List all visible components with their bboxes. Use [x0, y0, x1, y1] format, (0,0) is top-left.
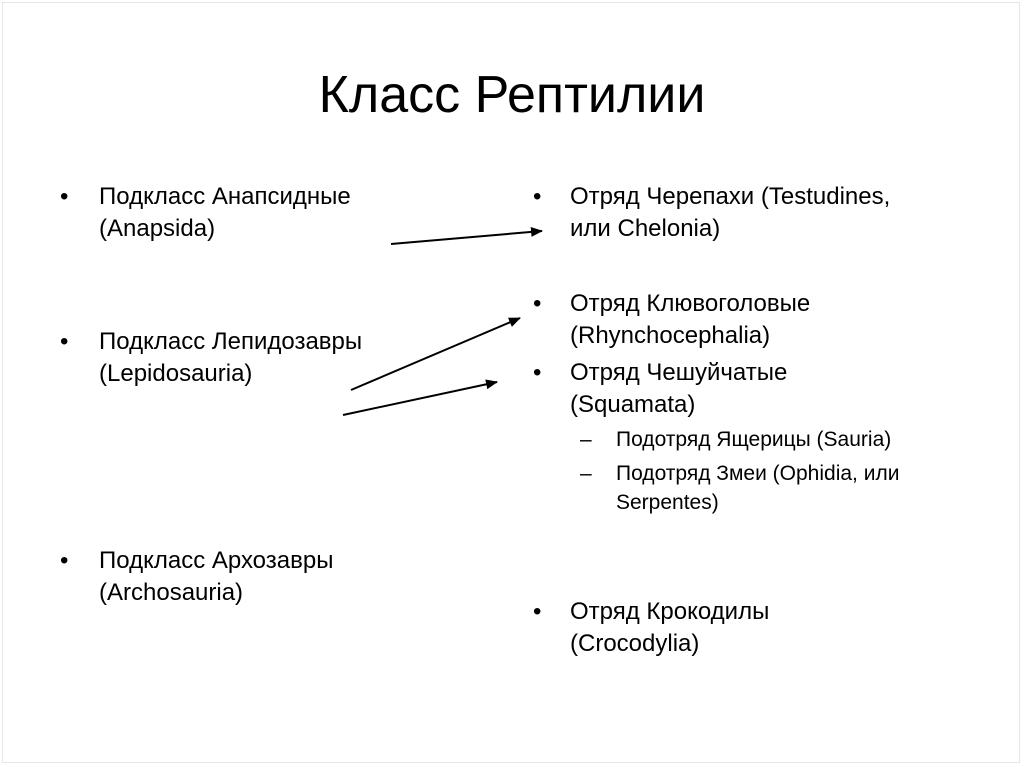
right-item-testudines-line1: Отряд Черепахи (Testudines,: [570, 183, 891, 210]
bullet: •: [533, 598, 542, 625]
right-item-crocodylia-line2: (Crocodylia): [570, 630, 700, 657]
left-item-anapsida-line2: (Anapsida): [99, 215, 216, 242]
slide-title: Класс Рептилии: [318, 66, 706, 124]
right-item-rhynchocephalia-line1: Отряд Клювоголовые: [570, 290, 811, 317]
bullet: •: [533, 359, 542, 386]
dash: –: [580, 428, 592, 451]
right-item-crocodylia-line1: Отряд Крокодилы: [570, 598, 770, 625]
bullet: •: [533, 290, 542, 317]
arrow-anapsida-to-testudines: [391, 231, 542, 244]
bullet: •: [60, 547, 69, 574]
right-item-testudines-line2: или Chelonia): [570, 215, 721, 242]
bullet: •: [60, 183, 69, 210]
dash: –: [580, 462, 592, 485]
bullet: •: [60, 328, 69, 355]
left-item-anapsida-line1: Подкласс Анапсидные: [99, 183, 351, 210]
left-item-lepidosauria-line2: (Lepidosauria): [99, 360, 253, 387]
right-item-rhynchocephalia-line2: (Rhynchocephalia): [570, 322, 771, 349]
left-item-archosauria-line1: Подкласс Архозавры: [99, 547, 334, 574]
right-item-squamata-line1: Отряд Чешуйчатые: [570, 359, 788, 386]
right-item-squamata-line2: (Squamata): [570, 391, 696, 418]
left-item-lepidosauria-line1: Подкласс Лепидозавры: [99, 328, 363, 355]
sub-item-ophidia-line2: Serpentes): [616, 491, 719, 514]
left-item-archosauria-line2: (Archosauria): [99, 579, 244, 606]
arrow-lepidosauria-to-rhynchocephalia: [351, 318, 520, 390]
sub-item-sauria-line1: Подотряд Ящерицы (Sauria): [616, 428, 892, 451]
bullet: •: [533, 183, 542, 210]
sub-item-ophidia-line1: Подотряд Змеи (Ophidia, или: [616, 462, 900, 485]
arrow-lepidosauria-to-squamata: [343, 382, 497, 415]
